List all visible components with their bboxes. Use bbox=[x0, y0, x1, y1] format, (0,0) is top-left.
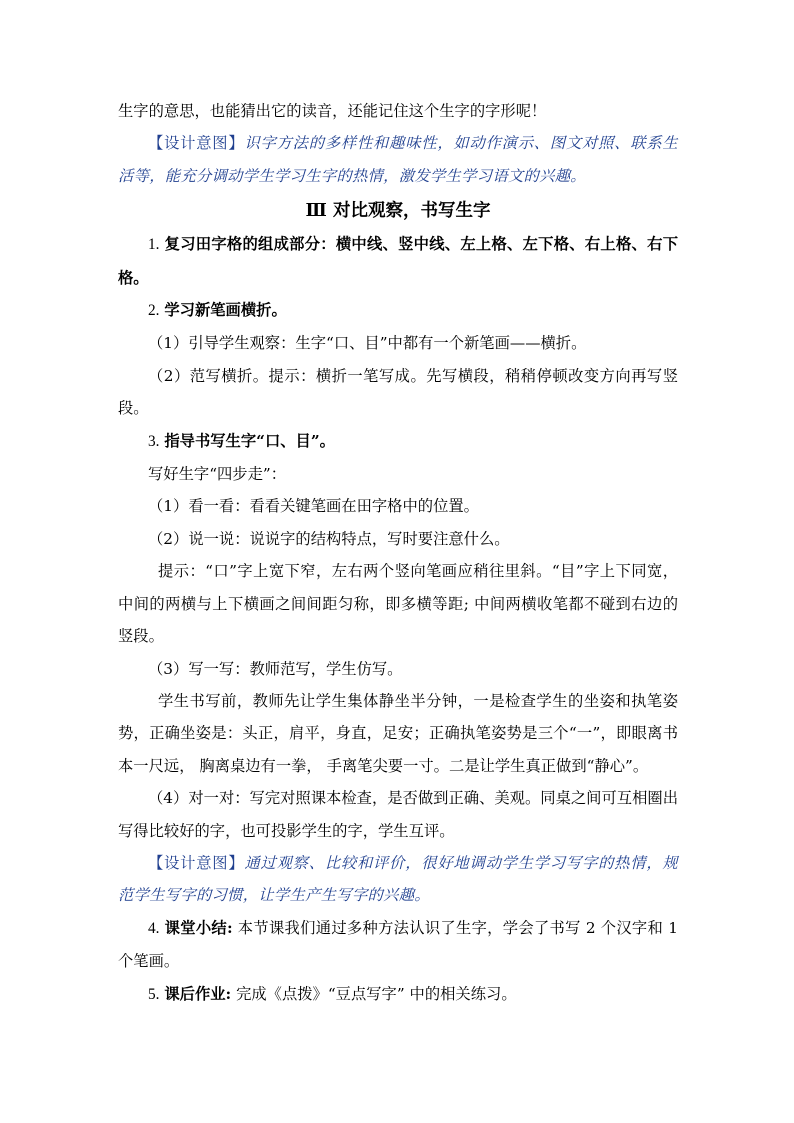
item-4-label: 课堂小结: bbox=[164, 918, 233, 937]
item-4-text: 本节课我们通过多种方法认识了生字，学会了书写 2 个汉字和 1 个笔画。 bbox=[118, 918, 678, 971]
design-intent-2-tag: 【设计意图】 bbox=[148, 853, 245, 872]
item-2-sub-2: （2）范写横折。提示：横折一笔写成。先写横段，稍稍停顿改变方向再写竖段。 bbox=[118, 366, 678, 418]
design-intent-1-text: 识字方法的多样性和趣味性，如动作演示、图文对照、联系生活等，能充分调动学生学习生字的热情，激发学生学习语文的兴趣。 bbox=[118, 134, 678, 185]
item-3-sub-4: （4）对一对：写完对照课本检查，是否做到正确、美观。同桌之间可互相圈出写得比较好的字，也可投影学生的字，学生互评。 bbox=[118, 789, 678, 840]
item-5-text: 完成《点拨》“豆点写字” 中的相关练习。 bbox=[231, 984, 517, 1003]
item-4-number: 4. bbox=[148, 919, 160, 937]
intro-paragraph: 生字的意思，也能猜出它的读音，还能记住这个生字的字形呢！ bbox=[118, 102, 547, 120]
item-5 bbox=[118, 978, 678, 1011]
document-body bbox=[118, 95, 678, 1011]
item-3-posture: 学生书写前，教师先让学生集体静坐半分钟，一是检查学生的坐姿和执笔姿势，正确坐姿是：头正，肩平，身直，足安；正确执笔姿势是三个“一”，即眼离书本一尺远， 胸离桌边有一拳， 手离笔尖要一寸。二是让学生真正做到“静心”。 bbox=[118, 691, 678, 775]
item-3-text: 指导书写生字“口、目”。 bbox=[164, 431, 335, 450]
item-1-number: 1. bbox=[148, 236, 160, 254]
item-3-sub-1: （1）看一看：看看关键笔画在田字格中的位置。 bbox=[148, 497, 479, 516]
design-intent-1-tag: 【设计意图】 bbox=[148, 134, 245, 153]
design-intent-2 bbox=[118, 847, 678, 912]
item-3-number: 3. bbox=[148, 432, 160, 450]
item-3 bbox=[118, 425, 678, 458]
item-4 bbox=[118, 912, 678, 978]
design-intent-2-text: 通过观察、比较和评价，很好地调动学生学习写字的热情，规范学生写字的习惯，让学生产生写字的兴趣。 bbox=[118, 853, 678, 905]
item-2-sub-1: （1）引导学生观察：生字“口、目”中都有一个新笔画——横折。 bbox=[148, 334, 587, 353]
design-intent-1 bbox=[118, 127, 678, 192]
section-heading: Ⅲ 对比观察，书写生字 bbox=[305, 201, 491, 222]
item-1 bbox=[118, 228, 678, 294]
item-3-sub-2: （2）说一说：说说字的结构特点，写时要注意什么。 bbox=[148, 529, 510, 548]
item-5-number: 5. bbox=[148, 985, 160, 1003]
item-2-number: 2. bbox=[148, 302, 160, 320]
item-3-sub-3: （3）写一写：教师范写，学生仿写。 bbox=[148, 659, 403, 678]
item-3-tip: 提示：“口”字上宽下窄，左右两个竖向笔画应稍往里斜。“目”字上下同宽，中间的两横与上下横画之间间距匀称，即多横等距; 中间两横收笔都不碰到右边的竖段。 bbox=[118, 562, 678, 646]
item-1-text: 复习田字格的组成部分：横中线、竖中线、左上格、左下格、右上格、右下格。 bbox=[118, 235, 678, 287]
item-3-intro: 写好生字“四步走”： bbox=[148, 465, 287, 484]
item-5-label: 课后作业: bbox=[164, 984, 232, 1003]
item-2-text: 学习新笔画横折。 bbox=[164, 301, 287, 320]
item-2 bbox=[118, 294, 678, 327]
